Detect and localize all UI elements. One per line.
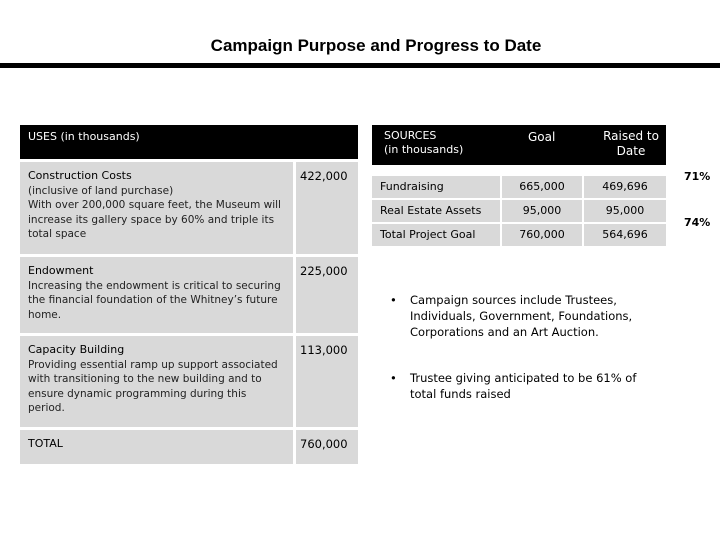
source-label: Total Project Goal — [372, 224, 500, 246]
sources-header — [372, 125, 666, 165]
uses-description — [20, 162, 293, 254]
uses-row-head: Construction Costs — [28, 169, 132, 182]
source-label: Real Estate Assets — [372, 200, 500, 222]
sources-row-real-estate — [372, 200, 666, 222]
percent-raised-total: 74% — [684, 216, 711, 229]
slide-title: Campaign Purpose and Progress to Date — [210, 36, 542, 55]
bullet-text: Trustee giving anticipated to be 61% of total funds raised — [410, 371, 637, 401]
bullet-dot: • — [390, 371, 397, 385]
source-raised: 95,000 — [584, 200, 666, 222]
uses-amount: 225,000 — [296, 257, 358, 333]
title-rule — [0, 63, 720, 68]
bullet-item — [390, 292, 680, 342]
uses-description — [20, 430, 293, 464]
uses-amount: 760,000 — [296, 430, 358, 464]
sources-row-total — [372, 224, 666, 246]
uses-row-endowment — [20, 257, 358, 333]
bullet-dot: • — [390, 293, 397, 307]
raised-header: Raised to Date — [603, 129, 659, 158]
uses-header: USES (in thousands) — [20, 125, 358, 159]
source-goal: 95,000 — [502, 200, 582, 222]
source-raised: 564,696 — [584, 224, 666, 246]
source-raised: 469,696 — [584, 176, 666, 198]
percent-raised-fundraising: 71% — [684, 170, 711, 183]
source-goal: 665,000 — [502, 176, 582, 198]
uses-amount: 422,000 — [296, 162, 358, 254]
uses-row-head: TOTAL — [28, 437, 63, 450]
uses-description — [20, 336, 293, 427]
source-goal: 760,000 — [502, 224, 582, 246]
uses-row-capacity — [20, 336, 358, 427]
uses-description — [20, 257, 293, 333]
uses-row-text: Increasing the endowment is critical to securing the financial foundation of the Whitney’s future home. — [28, 279, 281, 321]
uses-row-total — [20, 430, 358, 464]
bullet-text: Campaign sources include Trustees, Individuals, Government, Foundations, Corporations and an Art Auction. — [410, 293, 633, 339]
uses-row-head: Capacity Building — [28, 343, 125, 356]
bullet-item — [390, 370, 680, 404]
sources-row-fundraising — [372, 176, 666, 198]
source-label: Fundraising — [372, 176, 500, 198]
uses-row-text: (inclusive of land purchase) With over 200,000 square feet, the Museum will increase its gallery space by 60% and triple its total space — [28, 184, 281, 240]
uses-row-text: Providing essential ramp up support associated with transitioning to the new building and to ensure dynamic programming during this period. — [28, 358, 278, 414]
uses-amount: 113,000 — [296, 336, 358, 427]
goal-header: Goal — [528, 130, 556, 144]
uses-row-head: Endowment — [28, 264, 94, 277]
uses-row-construction — [20, 162, 358, 254]
sources-header-label: SOURCES (in thousands) — [384, 129, 464, 156]
